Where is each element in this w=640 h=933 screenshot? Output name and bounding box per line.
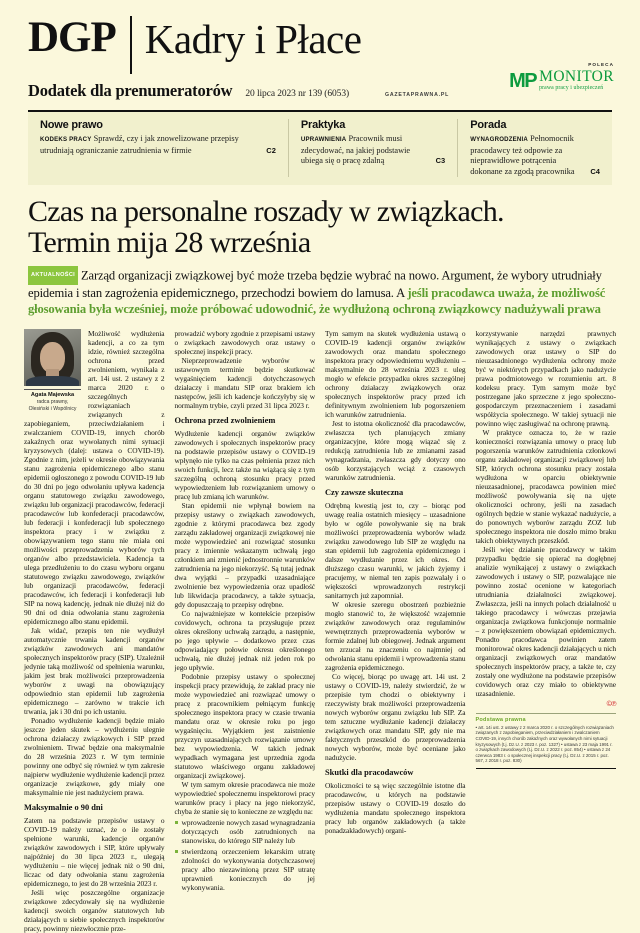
article-headline <box>28 196 612 258</box>
paragraph: Nieprzeprowadzenie wyborów w ustawowym terminie będzie skutkować wygaśnięciem kadencji dotychczasowych działaczy i mandatu SIP oraz brakiem ich następców, jeśli ich kadencje kończyłyby się w normalnym trybie, czyli przed 31 lipca 2023 r. <box>174 356 315 411</box>
status-badge: AKTUALNOŚCI <box>28 266 78 285</box>
paragraph: W praktyce oznacza to, że w razie konieczności rozwiązania umowy o pracę lub pogorszenia warunków zatrudnienia członkowi organu zakładowej organizacji związkowej lub SIP, których ochrona stosunku pracy została wydłużona w oparciu obiektywnie nieuzasadnionej, pracodawca powinien mieć możliwość powoływania się na ujęte okoliczności ochrony, jeśli na zasadach ogólnych będzie w stanie wykazać nadużycie, a do ponownych wyborów zarządu ZOZ lub społecznego inspektora nie doszło mimo braku takich obiektywnych przeszkód. <box>475 428 616 546</box>
legal-basis-box <box>476 713 617 764</box>
paragraph: Wydłużenie kadencji organów związków zawodowych i społecznych inspektorów pracy na podstawie przepisów ustawy o COVID-19 wpłynęło nie tylko na czas pełnienia przez nich swoich funkcji, lecz także na wiążącą się z tym szczególną ochroną stosunku pracy przed wypowiedzeniem lub rozwiązaniem umowy o pracę lub zmianą ich warunków. <box>174 429 315 502</box>
teaser-item-2[interactable] <box>457 119 612 177</box>
author-role-line-1: radca prawny, <box>36 399 69 406</box>
paragraph: Ponadto wydłużenie kadencji będzie miało jeszcze jeden skutek – wydłużeniu ulegnie ochrona działaczy związkowych i SIP przed zwolnieniem. Trwać będzie ona maksymalnie do 28 września 2023 r. W tym terminie powinny one odbyć się również w tym zakresie najpierw wydłużenie wydłużenie kadencji przez organizacje związkowe, gdy miały one maksymalnie nie jest nadużyciem prawa. <box>24 716 165 798</box>
teaser-item-1[interactable] <box>288 119 457 177</box>
teaser-text: Sprawdź, czy i jak znowelizowane przepisy utrudniają ograniczanie zatrudnienia w firmie <box>40 134 239 155</box>
subheading: Czy zawsze skuteczna <box>325 488 404 498</box>
paragraph: Możliwość wydłużenia kadencji, a co za tym idzie, również szczególna ochrona przed zwolnieniem, wynikała z art. 14i ust. 2 ustawy z 2 marca 2020 r. o szczególnych rozwiązaniach związanych z zapobieganiem, przeciwdziałaniem i zwalczaniem COVID-19, innych chorób zakaźnych oraz wywołanych nimi sytuacji kryzysowych (dalej: ustawa o COVID-19). Zgodnie z nim, jeżeli w okresie obowiązywania stanu zagrożenia epidemicznego albo stanu epidemii ogłoszonego z powodu COVID-19 lub do 30 dni po jego odwołaniu upływa kadencja organu statutowego związku zawodowego, związku lub organizacji pracodawców, federacji pracodawców lub konfederacji pracodawców, lub federacji i konfederacji lub społecznego inspektora pracy i w związku z obowiązywaniem tego stanu nie miała oni możliwości przeprowadzenia wyborów tych organów albo przedstawiciela. Kadencja ta ulega przedłużeniu to do czasu wyboru organu statutowego związku zawodowego, związków lub organizacji pracodawców, federacji pracodawców, ich federacji i konfederacji lub SIP na nową kadencję, jednak nie dłużej niż do 90 dni od dnia odwołania stanu zagrożenia epidemicznego albo stanu epidemii. <box>24 329 165 627</box>
lead-text-black: Zarząd organizacji związkowej być może trzeba będzie wybrać na nowo. Argument, że wybory utrudniały epidemia i stan zagrożenia epidemicznego, przechodzi bowiem do lamusa. A <box>28 268 602 301</box>
subheading: Maksymalnie o 90 dni <box>24 803 103 813</box>
logo-divider <box>130 16 132 74</box>
legal-basis-text: • art. 14i ust. 2 ustawy z 2 marca 2020 r. o szczególnych rozwiązaniach związanych z zapobieganiem, przeciwdziałaniem i zwalczaniem COVID-19, innych chorób zakaźnych oraz wywołanych nimi sytuacji kryzysowych (t.j. Dz.U. z 2023 r. poz. 1327) • ustawa z 23 maja 1991 r. o związkach zawodowych (t.j. Dz.U. z 2022 r. poz. 854) • ustawa z 24 czerwca 1983 r. o społecznej inspekcji pracy (t.j. Dz.U. z 2015 r. poz. 567, z 2018 r. poz. 830) <box>475 724 614 764</box>
teaser-page-ref[interactable]: C3 <box>435 156 446 165</box>
paragraph: Zatem na podstawie przepisów ustawy o COVID-19 należy uznać, że o ile zostały spełnione warunki, kadencje organów związków zawodowych i SIP, które upływały najpóźniej do 30 lipca 2023 r., ulegają wydłużeniu – nie więcej jednak niż o 90 dni, liczac od daty odwołania stanu zagrożenia epidemicznego, to jest do 28 września 2023 r. <box>24 816 165 889</box>
promo-words <box>539 69 614 92</box>
teaser-text: Pełnomocnik pracodawcy też odpowie za nieprawidłowe potrącenia dokonane za zgodą pracownika <box>470 134 575 176</box>
subheading: Skutki dla pracodawców <box>325 768 414 778</box>
teaser-body <box>301 134 445 167</box>
teaser-kicker: KODEKS PRACY <box>40 136 92 143</box>
issue-line: 20 lipca 2023 nr 139 (6053) <box>245 89 350 99</box>
teaser-body <box>470 134 600 177</box>
teaser-page-ref[interactable]: C4 <box>590 166 600 176</box>
paragraph: Tym samym na skutek wydłużenia ustawą o COVID-19 kadencji organów związków zawodowych oraz mandatu społecznego inspektora pracy odpowiedniemu wydłużeniu – maksymalnie do 28 września 2023 r. uleg mogło w efekcie przypadku okres szczególnej ochrony działaczy związkowych oraz społecznych inspektorów pracy przed ich definitywnym zwolnieniem lub pogorszeniem ich warunków zatrudnienia. <box>325 329 466 420</box>
paragraph: Jest to istotna okoliczność dla pracodawców, zwłaszcza tych planujących zmiany organizacyjne, które mogą wiązać się z redukcją zatrudnienia lub ze zmianami zasad wynagradzania, zwłaszcza gdy dotyczy ono osób korzystających wciąż z czasowych warunków zatrudnienia. <box>325 419 466 483</box>
author-block <box>24 329 81 412</box>
copyright-mark: ©℗ <box>606 701 616 709</box>
promo-tagline: prawa pracy i ubezpieczeń <box>539 85 604 91</box>
site-url: GAZETAPRAWNA.PL <box>385 92 450 98</box>
teaser-item-0[interactable] <box>28 119 288 177</box>
paragraph: W tym samym okresie pracodawca nie może wypowiedzieć społecznemu inspektorowi pracy warunków pracy i płacy na jego niekorzyść, chyba że stanie się to konieczne ze względu na: <box>174 780 315 817</box>
supplement-title: Kadry i Płace <box>144 16 362 62</box>
teaser-page-ref[interactable]: C2 <box>266 145 276 155</box>
supplement-subtitle: Dodatek dla prenumeratorów <box>28 81 233 100</box>
paragraph: Stan epidemii nie wpłynął bowiem na przepisy ustawy o związkach zawodowych, zgodnie z którymi pracodawca bez zgody zarządu zakładowej organizacji związkowej nie może wypowiedzieć ani rozwiązać stosunku pracy z imiennie wskazanym uchwałą jego członkiem ani zmienić jednostronnie warunków zatrudnienia na jego niekorzyść. Są tutaj jednak dwa wyjątki – przypadki uzasadniające zwolnienie bez wypowiedzenia oraz upadłość lub likwidacja pracodawcy, a także sytuacja, gdy dopuszczają to przepisy odrębne. <box>174 501 315 610</box>
paragraph: korzystywanie narzędzi prawnych wynikających z ustawy o związkach zawodowych oraz ustawy o SIP do nieuzasadnionego wydłużenia ochrony może być w niektórych przypadkach jako nadużycie prawa podmiotowego w rozumieniu art. 8 kodeksu pracy. Tym samym może być postrzegane jako sprzeczne z jego społeczno-gospodarczym przeznaczeniem i zasadami współżycia społecznego. W takiej sytuacji nie powinno więc zasługiwać na ochronę prawną. <box>475 329 616 429</box>
paragraph: Co najważniejsze w kontekście przepisów covidowych, ochrona ta przysługuje przez okres określony uchwałą zarządu, a następnie, po jego upływie – dodatkowo przez czas odpowiadający połowie okresu określonego uchwałą, nie dłużej jednak niż jeden rok po jego upływie. <box>174 609 315 673</box>
author-divider <box>24 389 81 390</box>
article-lead <box>28 267 612 317</box>
promo-lockup <box>509 69 614 92</box>
avatar <box>24 329 81 386</box>
masthead <box>0 0 640 101</box>
list-item: wprowadzenie nowych zasad wynagradzania dotyczących osób zatrudnionych na stanowisku, do którego SIP należy lub <box>175 818 316 845</box>
teaser-text: Pracownik musi zdecydować, na jakiej podstawie ubiega się o pracę zdalną <box>300 134 411 165</box>
dgp-logo: DGP <box>28 14 116 61</box>
headline-line-1: Czas na personalne roszady w związkach. <box>28 195 504 228</box>
paragraph: prowadzić wybory zgodnie z przepisami ustawy o związkach zawodowych oraz ustawy o społecznej inspekcji pracy. <box>174 329 315 357</box>
promo-kicker: POLECA <box>588 62 614 67</box>
teaser-body <box>40 134 276 156</box>
subheading: Ochrona przed zwolnieniem <box>174 416 276 426</box>
teaser-kicker: WYNAGRODZENIA <box>470 136 529 143</box>
legal-basis-heading: Podstawa prawna <box>475 717 526 724</box>
paragraph: Odrębną kwestią jest to, czy – biorąc pod uwagę realia ostatnich miesięcy – uzasadnione było w ogóle powoływanie się na brak możliwości przeprowadzenia wyborów władz związku zawodowego lub SIP ze względu na stan epidemii lub zagrożenia epidemicznego i dalsze wydłużanie przez ich okres. Od dłuższego czasu warunki, w jakich żyjemy i pracujemy, w niemal ten zapis pozwalały i o większości wprowadzonych restrykcji sanitarnych już zapomniał. <box>325 501 466 601</box>
article-body <box>24 329 616 933</box>
paragraph: Co więcej, biorąc po uwagę art. 14i ust. 2 ustawy o COVID-19, należy stwierdzić, że w przepisie tym chodzi o obiektywny i rzeczywisty brak możliwości przeprowadzenia nowych wyborów organu związku lub SIP. Za tem sztuczne wydłużanie kadencji działaczy związkowych oraz mandatu SIP, gdy nie ma faktycznych przeszkód do przeprowadzenia nowych wyborów, może być oceniane jako nadużycie. <box>325 672 466 763</box>
paragraph: Jak widać, przepis ten nie wydłużył automatycznie trwania kadencji organów związków zawodowych ani mandatów społecznych inspektorów pracy (SIP). Uzależnił jedynie taką możliwość od spełnienia warunku, jakim jest brak możliwości przeprowadzenia wyborów z uwagi na obowiązujący odpowiednio stan epidemii lub zagrożenia epidemicznego – zarówno w trakcie ich trwania, jak i 30 dni po ich ustaniu. <box>24 626 165 717</box>
paragraph: Podobnie przepisy ustawy o społecznej inspekcji pracy przewidują, że zakład pracy nie może wypowiedzieć ani rozwiązać umowy o pracę z pracownikiem pełniącym funkcję społecznego inspektora pracy w czasie trwania mandatu oraz w okresie roku po jego wygaśnięciu. Wyjątkiem jest zaistnienie przyczyn uzasadniających rozwiązanie umowy bez wypowiedzenia. W takich jednak wypadkach wymagana jest uprzednia zgoda statutowo właściwego organu zakładowej organizacji związkowej. <box>174 672 315 781</box>
article-column-1 <box>24 329 165 933</box>
teaser-head: Praktyka <box>300 119 346 131</box>
mp-mark-icon: MP <box>509 69 537 92</box>
lead-text-green: jeśli pracodawca uważa, że możliwość głosowania była wcześniej, może próbować udowodnić, że wydłużoną ochroną związkowcy nadużywali prawa <box>28 286 606 316</box>
article-column-2 <box>175 329 316 933</box>
paragraph: Okoliczności te są więc szczególnie istotne dla pracodawców, u których na podstawie przepisów ustawy o COVID-19 doszło do wydłużenia mandatu społecznego inspektora pracy lub organów zakładowych (a także ponadzakładowych) organi- <box>325 781 466 836</box>
author-role-line-2: Olesiński i Wspólnicy <box>28 405 77 412</box>
bullet-list <box>175 818 316 892</box>
list-item: stwierdzoną orzeczeniem lekarskim utratę zdolności do wykonywania dotychczasowej pracy albo niezawinioną przez SIP utratę uprawnień koniecznych do jej wykonywania. <box>175 847 316 892</box>
headline-line-2: Termin mija 28 września <box>28 226 311 259</box>
paragraph: Jeśli więc poszczególne organizacje związkowe zdecydowały się na wydłużenie kadencji swoich organów statutowych lub działających u siebie społecznych inspektorów pracy, powinny niezwłocznie prze- <box>24 888 165 933</box>
monitor-promo[interactable] <box>509 62 614 92</box>
teaser-head: Nowe prawo <box>40 119 103 131</box>
author-name: Agata Majewska <box>30 392 75 399</box>
teaser-kicker: UPRAWNIENIA <box>300 136 347 143</box>
article-column-3 <box>325 329 466 933</box>
paragraph: Jeśli więc działanie pracodawcy w takim przypadku będzie się opierać na dogłębnej analizie wynikającej z ustawy o związkach zawodowych i ustawy o SIP, pozwalające nie powinno zostać ocenione w kategoriach utrudniania działalności związkowej. Zwłaszcza, jeśli na innych polach działalność u takiego pracodawcy i wówczas przejawia organizacja związkowa funkcjonuje normalnie – z powiększeniem obowiązań epidemicznych. Ponadto pracodawca powinien zatem monitorować okres kadencji działających u nich organizacji związkowych oraz mandatów społecznych inspektorów pracy, a także te, czy zostały one wydłużone na podstawie przepisów covidowych oraz czy miało to obiektywne uzasadnienie. <box>475 545 616 699</box>
teaser-head: Porada <box>470 119 507 131</box>
article-column-4 <box>476 329 617 933</box>
promo-name: MONITOR <box>539 68 614 85</box>
legal-bottom-rule <box>476 768 617 769</box>
teaser-strip <box>28 112 612 185</box>
paragraph: W okresie szeregu obostrzeń pozbieżnie mogło stanowić to, że większość wzajemnie związków zawodowych oraz regulaminów wewnętrznych przeprowadzenia wyborów w formie zdalnej lub obiegowej. Jednak argument ten zrzucał na znaczeniu co najmniej od odwołania stanu epidemii i wprowadzenia stanu zagrożenia epidemicznego. <box>325 600 466 673</box>
